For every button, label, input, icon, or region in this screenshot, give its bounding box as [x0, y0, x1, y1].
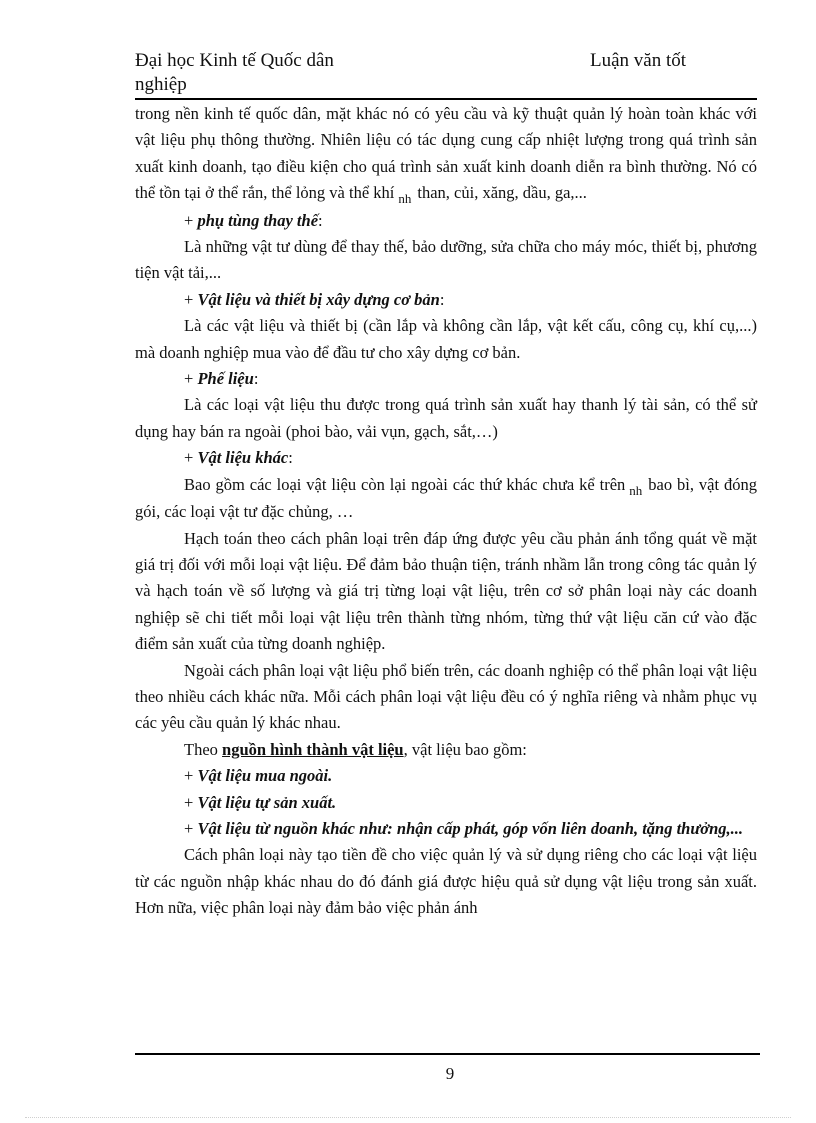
bullet: + [184, 818, 198, 838]
text-fragment: nh [629, 482, 643, 498]
paragraph [135, 101, 757, 208]
list-item-text: Vật liệu tự sản xuất. [197, 792, 337, 812]
header-thesis-title: Luận văn tốt [590, 50, 687, 71]
bullet: + [184, 289, 198, 309]
list-heading [135, 208, 757, 234]
list-item [135, 790, 757, 816]
list-item-text: Vật liệu từ nguồn khác như: nhận cấp phát, góp vốn liên doanh, tặng thưởng,... [197, 818, 744, 838]
page-number: 9 [445, 1064, 455, 1083]
punctuation: : [318, 210, 323, 230]
paragraph: Là các loại vật liệu thu được trong quá trình sản xuất hay thanh lý tài sản, có thể sử dụng hay bán ra ngoài (phoi bào, vải vụn, gạch, sắt,…) [135, 395, 757, 441]
text-run: than, củi, xăng, dầu, ga,... [417, 183, 587, 203]
punctuation: : [253, 369, 259, 389]
list-heading [135, 366, 757, 392]
bullet: + [184, 210, 198, 230]
punctuation: : [439, 289, 445, 309]
paragraph: Là các vật liệu và thiết bị (cần lắp và không cần lắp, vật kết cấu, công cụ, khí cụ,...) mà doanh nghiệp mua vào để đầu tư cho xây dựng cơ bản. [135, 316, 757, 362]
bullet: + [184, 369, 198, 389]
page-break-line [25, 1117, 791, 1118]
heading-text: Phế liệu [197, 369, 254, 389]
list-heading [135, 445, 757, 471]
list-item-text: Vật liệu mua ngoài. [197, 766, 333, 786]
text-run: bao bì, vật đóng gói, các loại vật tư đặc chủng, … [135, 474, 757, 522]
heading-text: Vật liệu khác [197, 448, 289, 468]
bullet: + [184, 792, 198, 812]
list-item [135, 816, 757, 842]
text-run: Theo [184, 739, 223, 759]
list-heading [135, 287, 757, 313]
paragraph: Cách phân loại này tạo tiền đề cho việc quản lý và sử dụng riêng cho các loại vật liệu từ các nguồn nhập khác nhau do đó đánh giá được hiệu quả sử dụng vật liệu trong sản xuất. Hơn nữa, việc phân loại này đảm bảo việc phản ánh [135, 845, 757, 918]
heading-text: Vật liệu và thiết bị xây dựng cơ bản [197, 289, 440, 309]
heading-text: phụ tùng thay thế [197, 210, 319, 230]
bullet: + [184, 766, 198, 786]
text-run: Bao gồm các loại vật liệu còn lại ngoài các thứ khác chưa kể trên [184, 474, 626, 494]
punctuation: : [288, 448, 293, 468]
paragraph: Hạch toán theo cách phân loại trên đáp ứng được yêu cầu phản ánh tổng quát về mặt giá trị đối với mỗi loại vật liệu. Để đảm bảo thuận tiện, tránh nhầm lẫn trong công tác quản lý và hạch toán về số lượng và giá trị từng loại vật liệu, trên cơ sở phân loại này các doanh nghiệp sẽ chi tiết mỗi loại vật liệu trên thành từng nhóm, từng thứ vật liệu căn cứ vào đặc điểm sản xuất của từng doanh nghiệp. [135, 528, 757, 654]
text-run: , vật liệu bao gồm: [403, 739, 527, 759]
header-thesis-title-wrap: nghiệp [135, 74, 187, 95]
paragraph: Là những vật tư dùng để thay thế, bảo dưỡng, sửa chữa cho máy móc, thiết bị, phương tiện vật tải,... [135, 237, 757, 283]
footer-divider [135, 1053, 760, 1055]
emphasis-text: nguồn hình thành vật liệu [222, 739, 404, 759]
text-run: trong nền kinh tế quốc dân, mặt khác nó có yêu cầu và kỹ thuật quản lý hoàn toàn khác với vật liệu phụ thông thường. Nhiên liệu có tác dụng cung cấp nhiệt lượng trong quá trình sản xuất kinh doanh, tạo điều kiện cho quá trình sản xuất kinh doanh diễn ra bình thường. Nó có thể tồn tại ở thể rắn, thể lỏng và thể khí [135, 104, 757, 203]
header-university: Đại học Kinh tế Quốc dân [135, 50, 334, 71]
text-fragment: nh [398, 191, 412, 207]
header-divider [135, 98, 757, 100]
list-item [135, 763, 757, 789]
paragraph [135, 737, 757, 763]
paragraph [135, 472, 757, 526]
paragraph: Ngoài cách phân loại vật liệu phổ biến trên, các doanh nghiệp có thể phân loại vật liệu theo nhiều cách khác nữa. Mỗi cách phân loại vật liệu đều có ý nghĩa riêng và nhằm phục vụ các yêu cầu quản lý khác nhau. [135, 660, 757, 733]
bullet: + [184, 448, 198, 468]
document-body [135, 101, 757, 922]
